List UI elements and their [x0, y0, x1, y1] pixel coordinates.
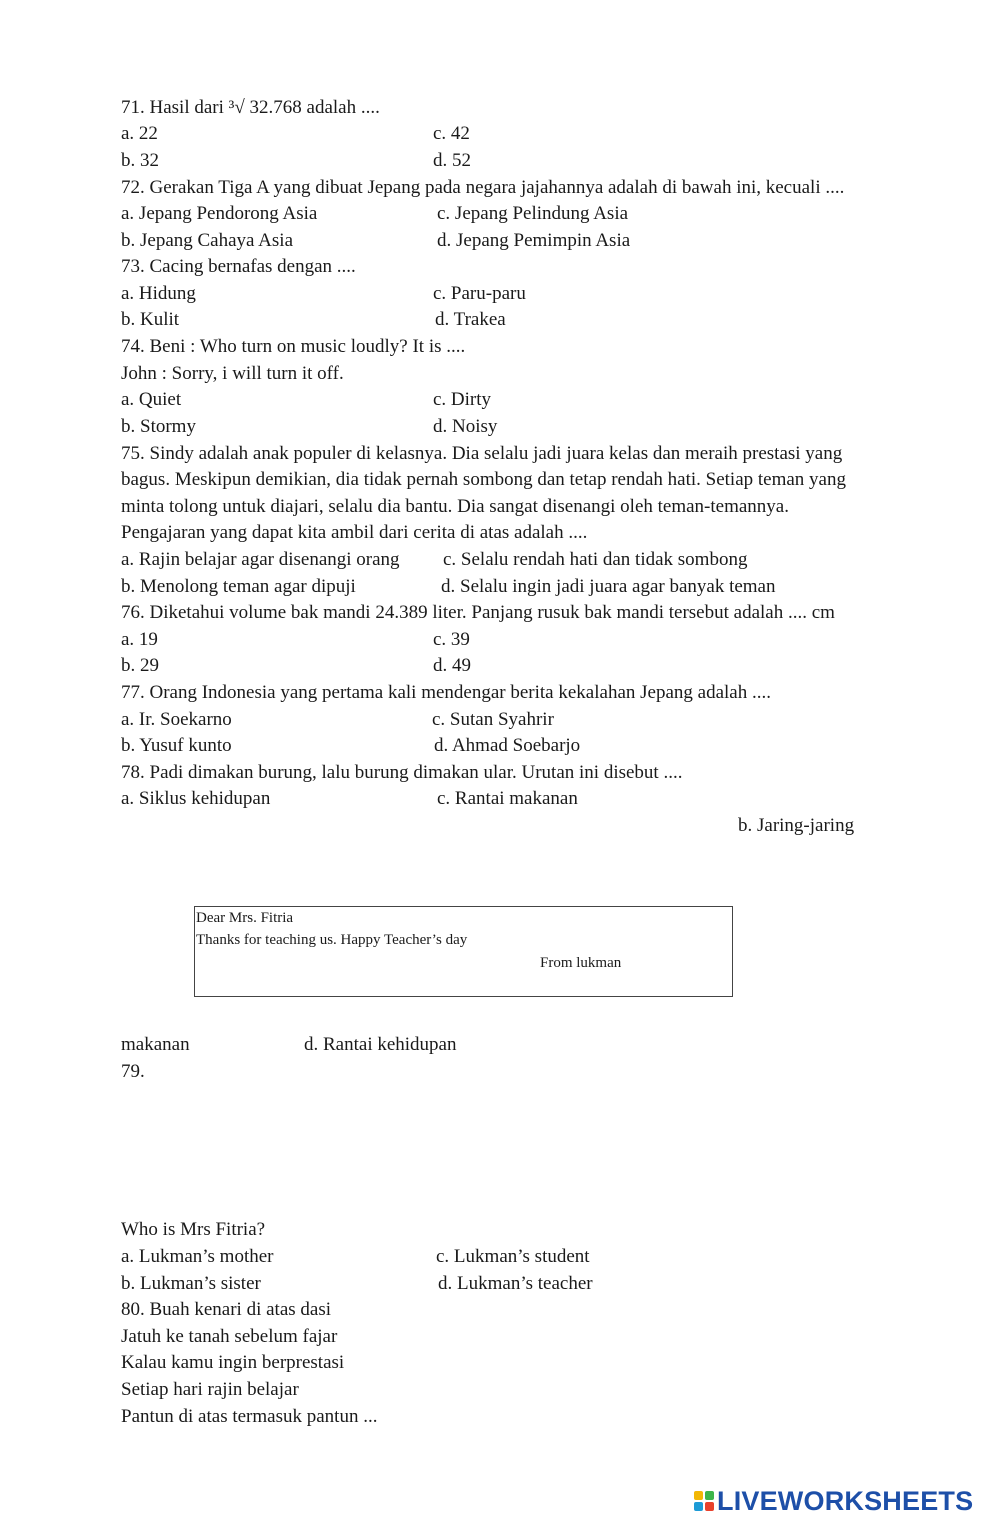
option-77-c[interactable]: c. Sutan Syahrir — [432, 709, 554, 730]
question-77: 77. Orang Indonesia yang pertama kali mendengar berita kekalahan Jepang adalah .... — [121, 682, 771, 703]
question-79-number: 79. — [121, 1061, 145, 1082]
option-72-c[interactable]: c. Jepang Pelindung Asia — [437, 203, 629, 224]
question-80-line2: Jatuh ke tanah sebelum fajar — [121, 1326, 338, 1347]
option-71-d[interactable]: d. 52 — [433, 150, 471, 171]
greeting-card — [194, 906, 733, 997]
option-79-b[interactable]: b. Lukman’s sister — [121, 1273, 261, 1294]
option-74-b[interactable]: b. Stormy — [121, 416, 196, 437]
question-74-line1: 74. Beni : Who turn on music loudly? It is .... — [121, 336, 466, 357]
option-71-c[interactable]: c. 42 — [433, 123, 470, 144]
question-78: 78. Padi dimakan burung, lalu burung dimakan ular. Urutan ini disebut .... — [121, 762, 683, 783]
option-75-c[interactable]: c. Selalu rendah hati dan tidak sombong — [443, 549, 748, 570]
option-73-b[interactable]: b. Kulit — [121, 309, 180, 330]
option-73-d[interactable]: d. Trakea — [435, 309, 506, 330]
option-79-c[interactable]: c. Lukman’s student — [436, 1246, 590, 1267]
question-75-line2: bagus. Meskipun demikian, dia tidak pernah sombong dan tetap rendah hati. Setiap teman yang — [121, 469, 846, 490]
option-73-c[interactable]: c. Paru-paru — [433, 283, 526, 304]
question-80-line5: Pantun di atas termasuk pantun ... — [121, 1406, 378, 1427]
option-74-c[interactable]: c. Dirty — [433, 389, 492, 410]
question-72: 72. Gerakan Tiga A yang dibuat Jepang pada negara jajahannya adalah di bawah ini, kecuali .... — [121, 177, 845, 198]
question-71: 71. Hasil dari ³√ 32.768 adalah .... — [121, 97, 380, 118]
option-78-a[interactable]: a. Siklus kehidupan — [121, 788, 271, 809]
logo-square-2 — [705, 1491, 714, 1500]
option-73-a[interactable]: a. Hidung — [121, 283, 196, 304]
option-74-d[interactable]: d. Noisy — [433, 416, 498, 437]
option-71-a[interactable]: a. 22 — [121, 123, 158, 144]
option-78-c[interactable]: c. Rantai makanan — [437, 788, 578, 809]
question-79: Who is Mrs Fitria? — [121, 1219, 266, 1240]
card-sender: From lukman — [540, 955, 622, 971]
card-message: Thanks for teaching us. Happy Teacher’s day — [196, 932, 468, 948]
option-76-c[interactable]: c. 39 — [433, 629, 470, 650]
question-75-line4: Pengajaran yang dapat kita ambil dari cerita di atas adalah .... — [121, 522, 588, 543]
option-76-d[interactable]: d. 49 — [433, 655, 471, 676]
logo-square-1 — [694, 1491, 703, 1500]
option-77-a[interactable]: a. Ir. Soekarno — [121, 709, 232, 730]
card-salutation: Dear Mrs. Fitria — [196, 910, 294, 926]
option-76-b[interactable]: b. 29 — [121, 655, 159, 676]
option-76-a[interactable]: a. 19 — [121, 629, 158, 650]
option-72-a[interactable]: a. Jepang Pendorong Asia — [121, 203, 318, 224]
question-76: 76. Diketahui volume bak mandi 24.389 liter. Panjang rusuk bak mandi tersebut adalah .... cm — [121, 602, 835, 623]
option-78-b-continued: makanan — [121, 1034, 190, 1055]
question-74-line2: John : Sorry, i will turn it off. — [121, 363, 344, 384]
option-72-d[interactable]: d. Jepang Pemimpin Asia — [437, 230, 631, 251]
question-80-line4: Setiap hari rajin belajar — [121, 1379, 299, 1400]
question-75-line3: minta tolong untuk diajari, selalu dia bantu. Dia sangat disenangi oleh teman-temannya. — [121, 496, 789, 517]
liveworksheets-logo[interactable] — [693, 1486, 973, 1516]
option-75-b[interactable]: b. Menolong teman agar dipuji — [121, 576, 356, 597]
option-79-d[interactable]: d. Lukman’s teacher — [438, 1273, 593, 1294]
option-79-a[interactable]: a. Lukman’s mother — [121, 1246, 274, 1267]
option-71-b[interactable]: b. 32 — [121, 150, 159, 171]
logo-mark-icon — [693, 1490, 715, 1512]
question-75-line1: 75. Sindy adalah anak populer di kelasnya. Dia selalu jadi juara kelas dan meraih prestasi yang — [121, 443, 843, 464]
logo-square-3 — [694, 1502, 703, 1511]
question-73: 73. Cacing bernafas dengan .... — [121, 256, 356, 277]
option-78-b[interactable]: b. Jaring-jaring — [738, 815, 855, 836]
option-72-b[interactable]: b. Jepang Cahaya Asia — [121, 230, 294, 251]
option-75-d[interactable]: d. Selalu ingin jadi juara agar banyak teman — [441, 576, 776, 597]
logo-square-4 — [705, 1502, 714, 1511]
option-77-b[interactable]: b. Yusuf kunto — [121, 735, 232, 756]
option-77-d[interactable]: d. Ahmad Soebarjo — [434, 735, 581, 756]
option-75-a[interactable]: a. Rajin belajar agar disenangi orang — [121, 549, 400, 570]
logo-text: LIVEWORKSHEETS — [717, 1485, 974, 1516]
question-80-line3: Kalau kamu ingin berprestasi — [121, 1352, 345, 1373]
option-74-a[interactable]: a. Quiet — [121, 389, 182, 410]
option-78-d[interactable]: d. Rantai kehidupan — [304, 1034, 457, 1055]
question-80-line1: 80. Buah kenari di atas dasi — [121, 1299, 332, 1320]
